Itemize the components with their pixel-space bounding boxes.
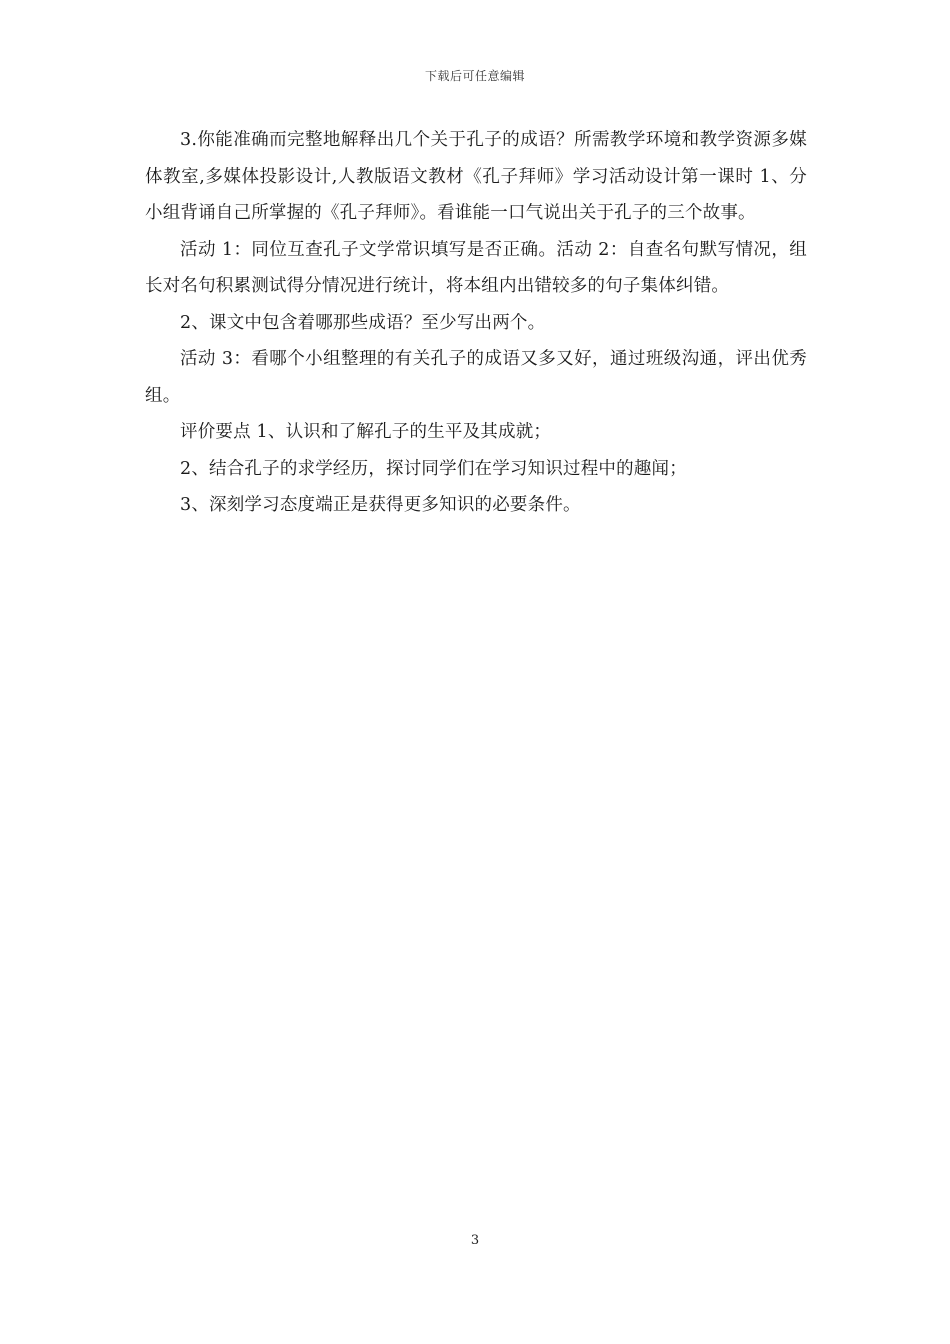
page-header: 下载后可任意编辑 [424, 69, 525, 83]
paragraph-7: 3、深刻学习态度端正是获得更多知识的必要条件。 [180, 495, 581, 515]
paragraph-3: 2、课文中包含着哪那些成语？至少写出两个。 [180, 312, 546, 333]
paragraph-2: 活动 1：同位互查孔子文学常识填写是否正确。活动 2：自查名句默写情况，组长对名句积累测试得分情况进行统计，将本组内出错较多的句子集体纠错。 [145, 239, 807, 296]
paragraph-4: 活动 3：看哪个小组整理的有关孔子的成语又多又好，通过班级沟通，评出优秀组。 [145, 349, 807, 406]
paragraph-6: 2、结合孔子的求学经历，探讨同学们在学习知识过程中的趣闻； [180, 458, 687, 479]
document-body [145, 122, 807, 524]
paragraph-5: 评价要点 1、认识和了解孔子的生平及其成就； [180, 422, 552, 442]
paragraph-1: 3.你能准确而完整地解释出几个关于孔子的成语？所需教学环境和教学资源多媒体教室,多媒体投影设计,人教版语文教材《孔子拜师》学习活动设计第一课时 1、分小组背诵自己所掌握的《孔子拜师》。看谁能一口气说出关于孔子的三个故事。 [145, 130, 807, 223]
page-number: 3 [470, 1233, 480, 1248]
